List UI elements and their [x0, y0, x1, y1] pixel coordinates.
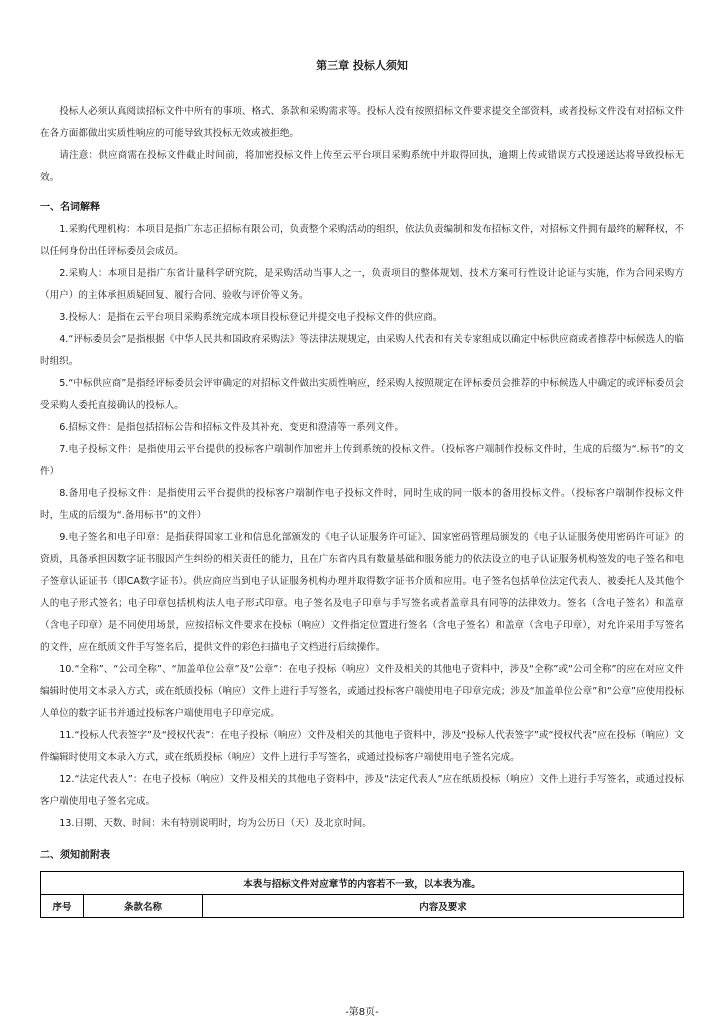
definition-item: 11.“投标人代表签字”及“授权代表”：在电子投标（响应）文件及相关的其他电子资料中，涉及“投标人代表签字”或“授权代表”应在投标（响应）文件编辑时使用文本录入方式，或在纸质投标（响应）文件上进行手写签名，或通过投标客户端使用电子签名完成。 — [40, 730, 684, 763]
definition-item: 10.“全称”、“公司全称”、“加盖单位公章”及“公章”：在电子投标（响应）文件及相关的其他电子资料中，涉及“全称”或“公司全称”的应在对应文件编辑时使用文本录入方式，或在纸质投标（响应）文件上进行手写签名，或通过投标客户端使用电子印章完成；涉及“加盖单位公章”和“公章”应使用投标人单位的数字证书并通过投标客户端使用电子印章完成。 — [40, 664, 684, 719]
definition-item: 12.“法定代表人”：在电子投标（响应）文件及相关的其他电子资料中，涉及“法定代表人”应在纸质投标（响应）文件上进行手写签名，或通过投标客户端使用电子签名完成。 — [40, 774, 684, 807]
page-number: -第8页- — [345, 1007, 379, 1018]
definition-list — [40, 219, 684, 835]
table-header-row — [41, 895, 684, 918]
intro-paragraph: 投标人必须认真阅读招标文件中所有的事项、格式、条款和采购需求等。投标人没有按照招标文件要求提交全部资料，或者投标文件没有对招标文件在各方面都做出实质性响应的可能导致其投标无效或被拒绝。 — [40, 106, 684, 139]
definition-item: 7.电子投标文件：是指使用云平台提供的投标客户端制作加密并上传到系统的投标文件。（投标客户端制作投标文件时，生成的后缀为“.标书”的文件） — [40, 444, 684, 477]
definition-item: 5.“中标供应商”是指经评标委员会评审确定的对招标文件做出实质性响应，经采购人按照规定在评标委员会推荐的中标候选人中确定的或评标委员会受采购人委托直接确认的投标人。 — [40, 378, 684, 411]
chapter-title: 第三章 投标人须知 — [316, 59, 408, 72]
column-header-index: 序号 — [41, 895, 84, 918]
definition-item: 9.电子签名和电子印章：是指获得国家工业和信息化部颁发的《电子认证服务许可证》、国家密码管理局颁发的《电子认证服务使用密码许可证》的资质，具备承担因数字证书服因产生纠纷的相关责任的能力，且在广东省内具有数量基础和服务能力的依法设立的电子认证服务机构签发的电子签名和电子签章认证证书（即CA数字证书）。供应商应当到电子认证服务机构办理并取得数字证书介质和应用。电子签名包括单位法定代表人、被委托人及其他个人的电子形式签名；电子印章包括机构法人电子形式印章。电子签名及电子印章与手写签名或者盖章具有同等的法律效力。签名（含电子签名）和盖章（含电子印章）是不同使用场景，应按招标文件要求在投标（响应）文件指定位置进行签名（含电子签名）和盖章（含电子印章），对允许采用手写签名的文件，应在纸质文件手写签名后，提供文件的彩色扫描电子文档进行后续操作。 — [40, 532, 684, 653]
definition-item: 8.备用电子投标文件：是指使用云平台提供的投标客户端制作电子投标文件时，同时生成的同一版本的备用投标文件。（投标客户端制作投标文件时，生成的后缀为“.备用标书”的文件） — [40, 488, 684, 521]
column-header-content: 内容及要求 — [203, 895, 684, 918]
table-note-row — [41, 872, 684, 895]
definition-item: 4.“评标委员会”是指根据《中华人民共和国政府采购法》等法律法规规定，由采购人代表和有关专家组成以确定中标供应商或者推荐中标候选人的临时组织。 — [40, 334, 684, 367]
table-note: 本表与招标文件对应章节的内容若不一致，以本表为准。 — [41, 872, 684, 895]
column-header-clause: 条款名称 — [84, 895, 203, 918]
definition-item: 2.采购人：本项目是指广东省计量科学研究院，是采购活动当事人之一，负责项目的整体规划、技术方案可行性设计论证与实施，作为合同采购方（用户）的主体承担质疑回复、履行合同、验收与评价等义务。 — [40, 268, 684, 301]
definition-item: 6.招标文件：是指包括招标公告和招标文件及其补充、变更和澄清等一系列文件。 — [59, 422, 405, 433]
front-matter-table — [40, 871, 684, 918]
definition-item: 13.日期、天数、时间：未有特别说明时，均为公历日（天）及北京时间。 — [59, 818, 372, 829]
intro-block — [40, 101, 684, 189]
section-heading: 一、名词解释 — [40, 202, 100, 213]
definition-item: 1.采购代理机构：本项目是指广东志正招标有限公司，负责整个采购活动的组织，依法负责编制和发布招标文件，对招标文件拥有最终的解释权，不以任何身份出任评标委员会成员。 — [40, 224, 684, 257]
intro-paragraph: 请注意：供应商需在投标文件截止时间前，将加密投标文件上传至云平台项目采购系统中并取得回执，逾期上传或错误方式投递送达将导致投标无效。 — [40, 150, 684, 183]
definition-item: 3.投标人：是指在云平台项目采购系统完成本项目投标登记并提交电子投标文件的供应商。 — [59, 312, 443, 323]
section-heading: 二、须知前附表 — [40, 850, 110, 861]
page-content — [40, 57, 684, 918]
